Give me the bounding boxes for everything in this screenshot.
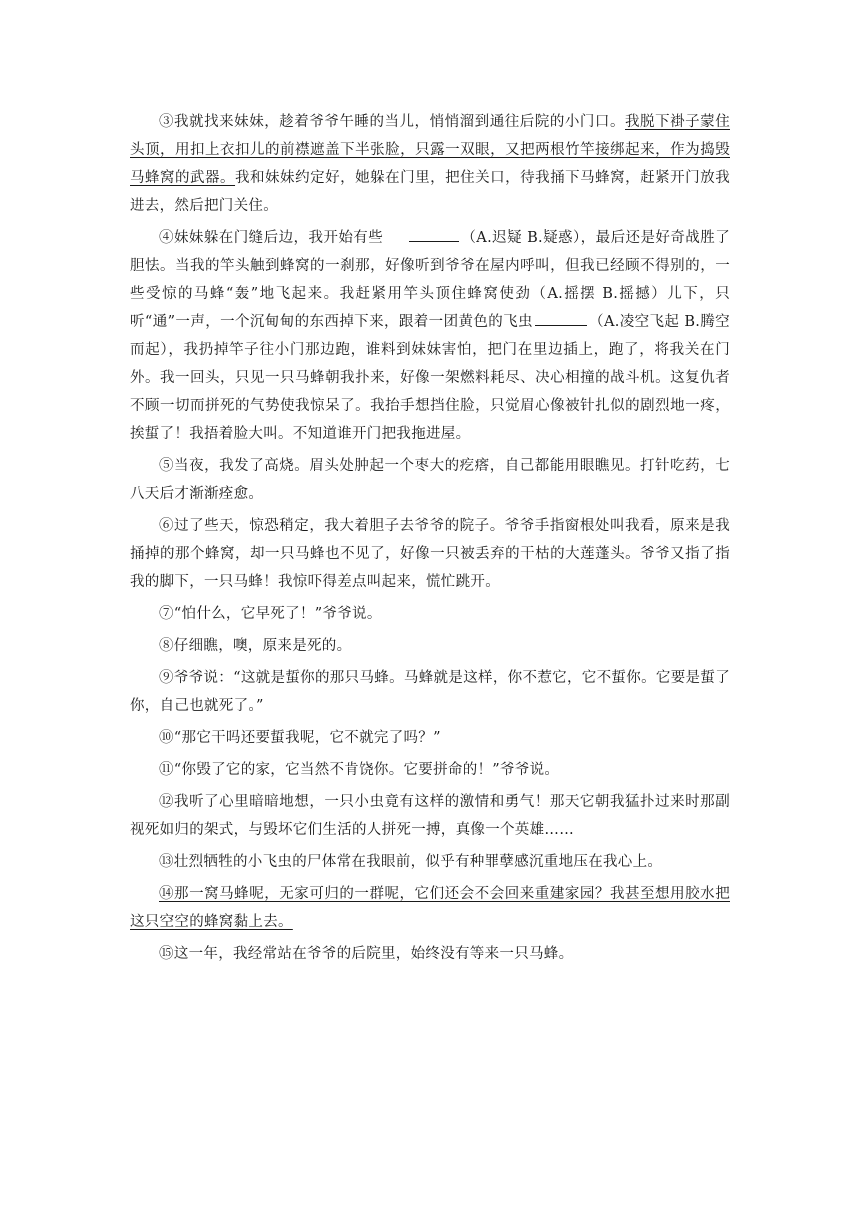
paragraph-8: ⑧仔细瞧，噢，原来是死的。 <box>159 638 352 654</box>
paragraph-13: ⑬壮烈牺牲的小飞虫的尸体常在我眼前，似乎有种罪孽感沉重地压在我心上。 <box>159 854 663 870</box>
paragraph-3 <box>130 108 730 220</box>
blank-2[interactable] <box>535 311 587 326</box>
paragraph-7: ⑦“怕什么，它早死了！”爷爷说。 <box>159 606 382 622</box>
paragraph-15: ⑮这一年，我经常站在爷爷的后院里，始终没有等来一只马蜂。 <box>159 946 574 962</box>
document-page <box>130 108 730 972</box>
p3-text-a: ③我就找来妹妹，趁着爷爷午睡的当儿，悄悄溜到通往后院的小门口。 <box>159 114 625 130</box>
paragraph-5: ⑤当夜，我发了高烧。眉头处肿起一个枣大的疙瘩，自己都能用眼瞧见。打针吃药，七八天后才渐渐痊愈。 <box>130 458 730 502</box>
paragraph-14 <box>130 880 730 936</box>
paragraph-6: ⑥过了些天，惊恐稍定，我大着胆子去爷爷的院子。爷爷手指窗根处叫我看，原来是我捅掉的那个蜂窝，却一只马蜂也不见了，好像一只被丢弃的干枯的大莲蓬头。爷爷又指了指我的脚下，一只马蜂！我惊吓得差点叫起来，慌忙跳开。 <box>130 518 730 590</box>
p4-text-opt1: （A.迟疑 B.疑惑），最后还是好奇战胜了胆怯。当我的竿头触到蜂窝的一刹那，好像听到爷爷在屋内呼叫，但我已经顾不得别的，一些受惊的马蜂“轰”地飞起来。我赶紧用竿头顶住蜂窝使劲（A.摇摆 B.摇撼）儿下，只听“通”一声，一个沉甸甸的东西掉下来，跟着一团黄色的飞虫 <box>130 230 730 330</box>
p3-underlined-sentence: 我脱下褂子蒙住头顶，用扣上衣扣儿的前襟遮盖下半张脸，只露一双眼，又把两根竹竿接绑起来，作为捣毁马蜂窝的武器。 <box>130 114 730 186</box>
p3-text-b: 我和妹妹约定好，她躲在门里，把住关口，待我捅下马蜂窝，赶紧开门放我进去，然后把门关住。 <box>130 170 730 214</box>
paragraph-4 <box>130 224 730 448</box>
paragraph-9: ⑨爷爷说：“这就是蜇你的那只马蜂。马蜂就是这样，你不惹它，它不蜇你。它要是蜇了你，自己也就死了。” <box>130 670 730 714</box>
paragraph-10: ⑩“那它干吗还要蜇我呢，它不就完了吗？” <box>159 730 441 746</box>
p14-underlined-text: ⑭那一窝马蜂呢，无家可归的一群呢，它们还会不会回来重建家园？我甚至想用胶水把这只空空的蜂窝黏上去。 <box>130 886 730 930</box>
p4-text-a: ④妹妹躲在门缝后边，我开始有些 <box>159 230 384 246</box>
p4-text-opt2: （A.凌空飞起 B.腾空而起），我扔掉竿子往小门那边跑，谁料到妹妹害怕，把门在里边插上，跑了，将我关在门外。我一回头，只见一只马蜂朝我扑来，好像一架燃料耗尽、决心相撞的战斗机。这复仇者不顾一切而拼死的气势使我惊呆了。我抬手想挡住脸，只觉眉心像被针扎似的剧烈地一疼，挨蜇了！我捂着脸大叫。不知道谁开门把我拖进屋。 <box>130 314 730 442</box>
blank-1[interactable] <box>409 227 459 242</box>
paragraph-12: ⑫我听了心里暗暗地想，一只小虫竟有这样的激情和勇气！那天它朝我猛扑过来时那副视死如归的架式，与毁坏它们生活的人拼死一搏，真像一个英雄…… <box>130 794 730 838</box>
paragraph-11: ⑪“你毁了它的家，它当然不肯饶你。它要拼命的！”爷爷说。 <box>159 762 560 778</box>
